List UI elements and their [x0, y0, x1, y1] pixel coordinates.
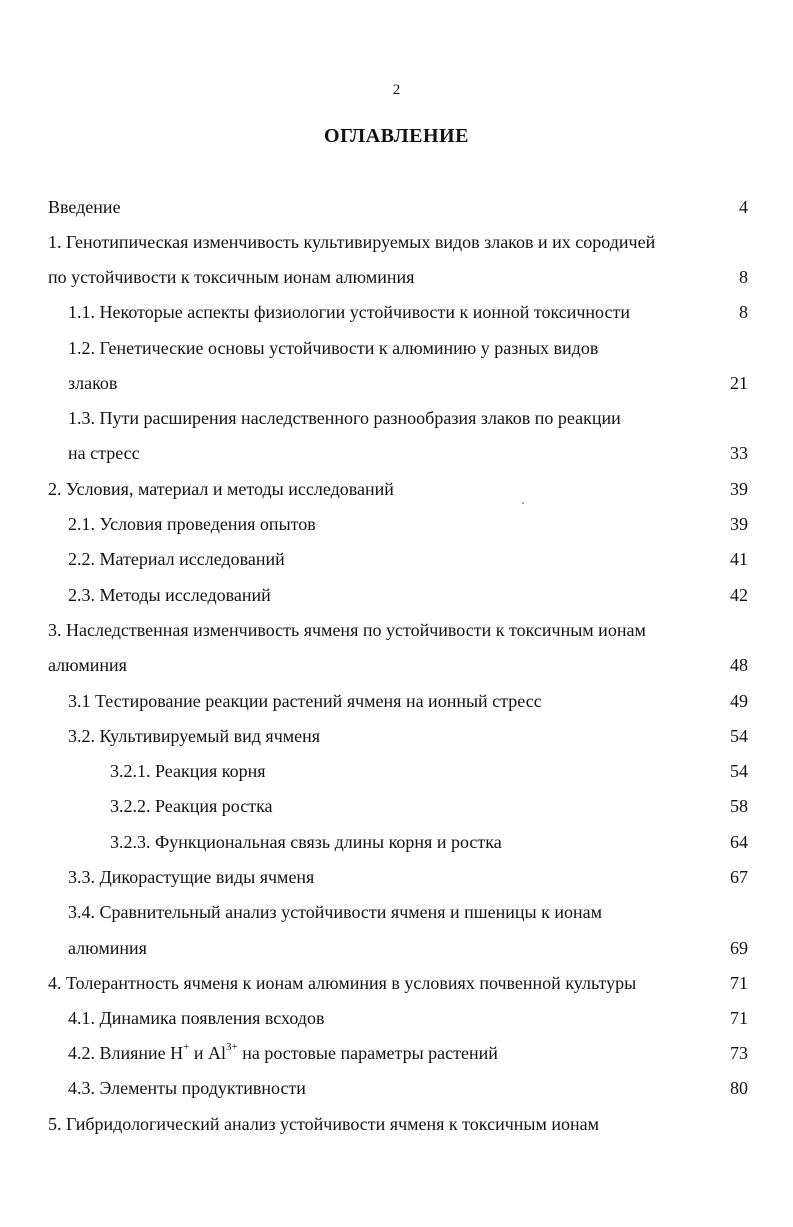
toc-entry-page: 4	[739, 197, 748, 217]
toc-entry-page: 33	[730, 443, 748, 463]
toc-entry-4-2	[68, 1040, 748, 1066]
toc-entry-1-3-line1	[68, 405, 748, 431]
toc-entry-ch3-line1	[48, 617, 748, 643]
toc-entry-2-3	[68, 582, 748, 608]
toc-entry-text: 3.2.1. Реакция корня	[110, 761, 266, 781]
toc-entry-text: 1.3. Пути расширения наследственного разнообразия злаков по реакции	[68, 408, 621, 428]
toc-entry-text: 3.1 Тестирование реакции растений ячменя на ионный стресс	[68, 691, 542, 711]
toc-entry-text: 4.3. Элементы продуктивности	[68, 1078, 306, 1098]
toc-entry-ch3-line2	[48, 652, 748, 678]
toc-text-part: 4.2. Влияние Н	[68, 1043, 184, 1063]
toc-entry-ch4	[48, 970, 748, 996]
toc-entry-text: 4.1. Динамика появления всходов	[68, 1008, 325, 1028]
toc-entry-page: 42	[730, 585, 748, 605]
toc-entry-text: 3.2. Культивируемый вид ячменя	[68, 726, 321, 746]
toc-entry-text: 2.1. Условия проведения опытов	[68, 514, 316, 534]
toc-entry-page: 48	[730, 655, 748, 675]
toc-entry-text: по устойчивости к токсичным ионам алюминия	[48, 267, 415, 287]
toc-entry-ch1-line1	[48, 229, 748, 255]
toc-entry-page: 67	[730, 867, 748, 887]
toc-entry-text: 3.2.3. Функциональная связь длины корня и ростка	[110, 832, 502, 852]
page-number: 2	[392, 82, 401, 98]
toc-entry-page: 80	[730, 1078, 748, 1098]
toc-entry-3-2-2	[110, 793, 748, 819]
toc-entry-1-2-line2	[68, 370, 748, 396]
scan-speck	[522, 502, 524, 504]
toc-entry-page: 64	[730, 832, 748, 852]
toc-entry-text: 1. Генотипическая изменчивость культивируемых видов злаков и их сородичей	[48, 232, 656, 252]
toc-entry-3-4-line1	[68, 899, 748, 925]
toc-entry-ch1-line2	[48, 264, 748, 290]
toc-entry-page: 58	[730, 796, 748, 816]
toc-entry-1-1	[68, 299, 748, 325]
toc-entry-text: 3.2.2. Реакция ростка	[110, 796, 273, 816]
toc-entry-text	[68, 1040, 498, 1066]
toc-entry-text: на стресс	[68, 443, 140, 463]
toc-entry-page: 39	[730, 514, 748, 534]
toc-entry-text: злаков	[68, 373, 118, 393]
toc-entry-2-2	[68, 546, 748, 572]
toc-entry-page: 54	[730, 761, 748, 781]
toc-entry-text: 2.3. Методы исследований	[68, 585, 271, 605]
toc-entry-text: 2. Условия, материал и методы исследований	[48, 479, 394, 499]
toc-entry-intro	[48, 194, 748, 220]
toc-entry-text: 4. Толерантность ячменя к ионам алюминия в условиях почвенной культуры	[48, 973, 637, 993]
toc-entry-3-2-1	[110, 758, 748, 784]
toc-entry-4-1	[68, 1005, 748, 1031]
toc-entry-page: 41	[730, 549, 748, 569]
toc-text-part: на ростовые параметры растений	[237, 1043, 498, 1063]
toc-entry-text: 1.1. Некоторые аспекты физиологии устойчивости к ионной токсичности	[68, 302, 630, 322]
aluminium-charge: 3+	[226, 1041, 238, 1053]
toc-entry-ch2	[48, 476, 748, 502]
hydrogen-charge: +	[183, 1041, 190, 1053]
page-title: ОГЛАВЛЕНИЕ	[324, 125, 469, 147]
toc-entry-text: алюминия	[68, 938, 147, 958]
toc-entry-3-1	[68, 688, 748, 714]
toc-entry-text: 1.2. Генетические основы устойчивости к алюминию у разных видов	[68, 338, 599, 358]
toc-entry-text: 5. Гибридологический анализ устойчивости ячменя к токсичным ионам	[48, 1114, 600, 1134]
toc-entry-3-2-3	[110, 829, 748, 855]
toc-entry-page: 71	[730, 973, 748, 993]
toc-entry-page: 54	[730, 726, 748, 746]
toc-entry-4-3	[68, 1075, 748, 1101]
toc-entry-3-3	[68, 864, 748, 890]
toc-entry-page: 8	[739, 302, 748, 322]
toc-entry-page: 73	[730, 1043, 748, 1063]
toc-entry-page: 21	[730, 373, 748, 393]
toc-entry-page: 49	[730, 691, 748, 711]
toc-entry-text: Введение	[48, 197, 121, 217]
toc-entry-text: 3.3. Дикорастущие виды ячменя	[68, 867, 315, 887]
toc-entry-2-1	[68, 511, 748, 537]
toc-entry-3-2	[68, 723, 748, 749]
toc-entry-1-3-line2	[68, 440, 748, 466]
toc-entry-text: алюминия	[48, 655, 127, 675]
toc-entry-page: 8	[739, 267, 748, 287]
toc-entry-page: 71	[730, 1008, 748, 1028]
toc-entry-text: 3. Наследственная изменчивость ячменя по устойчивости к токсичным ионам	[48, 620, 646, 640]
toc-entry-3-4-line2	[68, 935, 748, 961]
toc-entry-ch5-line1	[48, 1111, 748, 1137]
toc-entry-page: 39	[730, 479, 748, 499]
toc-entry-text: 2.2. Материал исследований	[68, 549, 285, 569]
toc-entry-text: 3.4. Сравнительный анализ устойчивости ячменя и пшеницы к ионам	[68, 902, 603, 922]
toc-text-part: и Al	[189, 1043, 227, 1063]
toc-entry-page: 69	[730, 938, 748, 958]
toc-entry-1-2-line1	[68, 335, 748, 361]
